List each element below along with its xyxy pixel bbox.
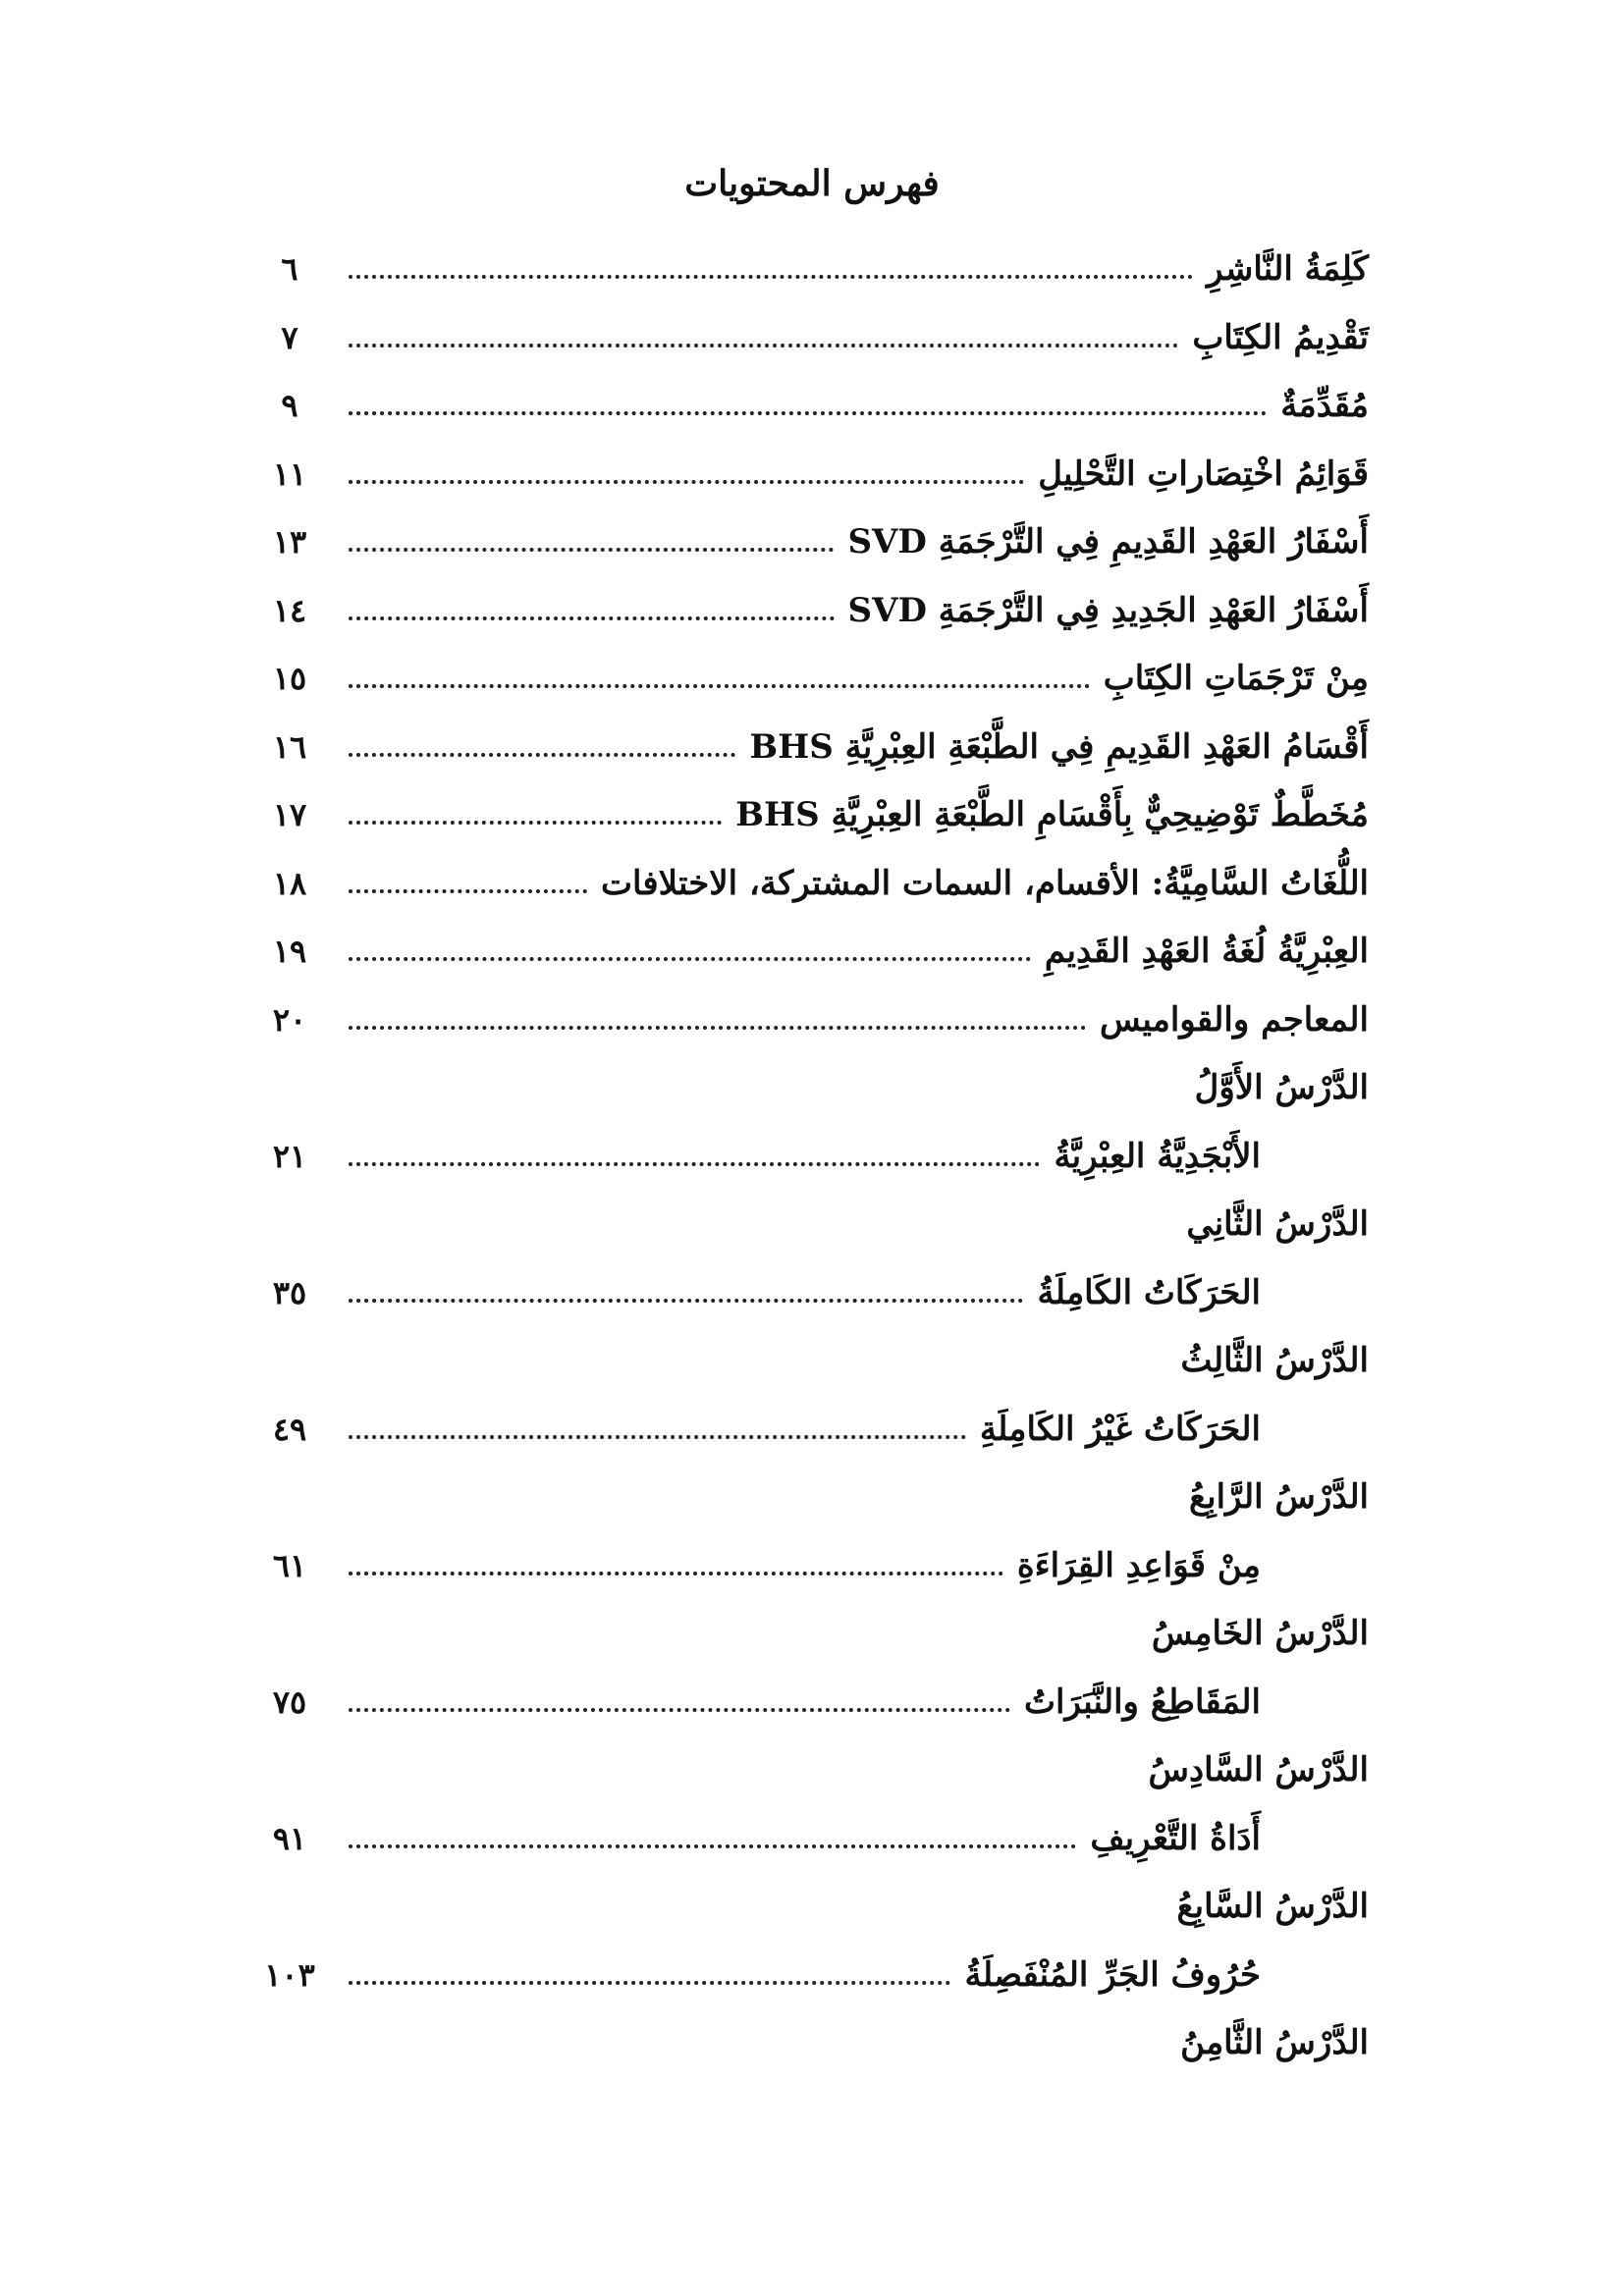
toc-page-number: ١٦ bbox=[272, 727, 307, 766]
toc-lesson-heading bbox=[0, 1604, 1624, 1663]
toc-entry-title: مُخَطَّطٌ تَوْضِيحِيٌّ بِأَقْسَامِ الطَّبْعَةِ العِبْرِيَّةِ BHS bbox=[735, 795, 1369, 834]
toc-entry-title: الدَّرْسُ الثَّانِي bbox=[1186, 1204, 1369, 1244]
toc-page-number: ١٣ bbox=[272, 523, 307, 561]
toc-entry-title: الدَّرْسُ الثَّالِثُ bbox=[1180, 1341, 1369, 1380]
toc-page-number: ٧٥ bbox=[272, 1682, 307, 1721]
toc-entry bbox=[0, 1536, 1624, 1595]
toc-page-number: ٦١ bbox=[272, 1546, 307, 1584]
toc-entry bbox=[0, 376, 1624, 435]
toc-entry-title: الدَّرْسُ الرَّابِعُ bbox=[1189, 1477, 1369, 1517]
toc-lesson-heading bbox=[0, 1331, 1624, 1390]
toc-entry-title: قَوَائِمُ اخْتِصَاراتِ التَّحْلِيلِ bbox=[1038, 454, 1369, 494]
toc-page-number: ١٠٣ bbox=[264, 1955, 315, 1994]
toc-page-number: ١١ bbox=[272, 454, 307, 493]
toc-entry-title: مِنْ قَوَاعِدِ القِرَاءَةِ bbox=[1016, 1545, 1261, 1585]
toc-dot-leader bbox=[349, 957, 1031, 961]
toc-entry-title: اللُّغَاتُ السَّامِيَّةُ: الأقسام، السمات المشتركة، الاختلافات bbox=[601, 863, 1369, 903]
toc-dot-leader bbox=[349, 753, 735, 757]
toc-entry bbox=[0, 990, 1624, 1049]
toc-page-number: ٢٠ bbox=[272, 1000, 307, 1039]
toc-entry bbox=[0, 649, 1624, 708]
toc-dot-leader bbox=[349, 1435, 966, 1439]
toc-entry-title: أَسْفَارُ العَهْدِ القَدِيمِ فِي التَّرْجَمَةِ SVD bbox=[847, 522, 1369, 561]
toc-dot-leader bbox=[349, 275, 1193, 279]
toc-dot-leader bbox=[349, 344, 1178, 347]
toc-entry-title: الدَّرْسُ الأَوَّلُ bbox=[1194, 1068, 1369, 1107]
toc-dot-leader bbox=[349, 1708, 1010, 1712]
page-title: فهرس المحتويات bbox=[684, 163, 940, 204]
toc-entry-title: مِنْ تَرْجَمَاتِ الكِتَابِ bbox=[1103, 659, 1369, 698]
toc-entry bbox=[0, 308, 1624, 367]
toc-lesson-heading bbox=[0, 1740, 1624, 1799]
toc-entry-title: المَقَاطِعُ والنَّبَرَاتُ bbox=[1024, 1682, 1261, 1722]
toc-entry-title: أَسْفَارُ العَهْدِ الجَدِيدِ فِي التَّرْجَمَةِ SVD bbox=[847, 590, 1369, 630]
toc-entry bbox=[0, 581, 1624, 640]
toc-page-number: ١٨ bbox=[272, 864, 307, 902]
toc-dot-leader bbox=[349, 889, 587, 893]
toc-lesson-heading bbox=[0, 2013, 1624, 2072]
toc-dot-leader bbox=[349, 1162, 1040, 1166]
toc-entry bbox=[0, 1400, 1624, 1459]
toc-dot-leader bbox=[349, 684, 1090, 688]
toc-dot-leader bbox=[349, 480, 1024, 484]
toc-dot-leader bbox=[349, 1981, 950, 1985]
toc-entry bbox=[0, 1127, 1624, 1186]
toc-entry bbox=[0, 240, 1624, 298]
toc-entry-title: الحَرَكَاتُ الكَامِلَةُ bbox=[1037, 1272, 1261, 1312]
toc-page-number: ٢١ bbox=[272, 1137, 307, 1175]
toc-dot-leader bbox=[349, 1844, 1076, 1848]
toc-dot-leader bbox=[349, 616, 835, 620]
toc-entry-title: أَقْسَامُ العَهْدِ القَدِيمِ فِي الطَّبْعَةِ العِبْرِيَّةِ BHS bbox=[749, 726, 1369, 767]
toc-dot-leader bbox=[349, 1299, 1023, 1303]
toc-entry bbox=[0, 1809, 1624, 1868]
toc-entry-title: المعاجم والقواميس bbox=[1100, 999, 1369, 1040]
toc-page-number: ٩ bbox=[281, 387, 298, 424]
toc-entry bbox=[0, 785, 1624, 844]
toc-entry-title: الحَرَكَاتُ غَيْرُ الكَامِلَةِ bbox=[979, 1409, 1261, 1449]
toc-lesson-heading bbox=[0, 1877, 1624, 1936]
toc-lesson-heading bbox=[0, 1058, 1624, 1117]
toc-dot-leader bbox=[349, 1572, 1003, 1575]
toc-entry bbox=[0, 922, 1624, 981]
toc-entry-title: حُرُوفُ الجَرِّ المُنْفَصِلَةُ bbox=[964, 1954, 1261, 1995]
toc-entry-title: الدَّرْسُ الثَّامِنُ bbox=[1180, 2023, 1369, 2062]
toc-entry-title: تَقْدِيمُ الكِتَابِ bbox=[1192, 317, 1369, 357]
toc-entry-title: الدَّرْسُ الخَامِسُ bbox=[1151, 1614, 1369, 1653]
toc-entry bbox=[0, 512, 1624, 571]
toc-entry-title: الدَّرْسُ السَّادِسُ bbox=[1148, 1750, 1369, 1789]
toc-page-number: ٦ bbox=[281, 250, 298, 288]
toc-dot-leader bbox=[349, 411, 1267, 415]
toc-entry-title: أَدَاةُ التَّعْرِيفِ bbox=[1090, 1818, 1261, 1858]
toc-dot-leader bbox=[349, 1026, 1086, 1030]
toc-page-number: ١٥ bbox=[272, 660, 307, 697]
toc-entry bbox=[0, 718, 1624, 776]
toc-dot-leader bbox=[349, 548, 834, 552]
toc-entry bbox=[0, 445, 1624, 504]
toc-page-number: ٧ bbox=[281, 318, 298, 356]
toc-entry-title: مُقَدِّمَةٌ bbox=[1280, 386, 1369, 425]
toc-entry-title: الدَّرْسُ السَّابِعُ bbox=[1176, 1887, 1369, 1926]
toc-entry bbox=[0, 1946, 1624, 2004]
toc-entry bbox=[0, 1673, 1624, 1732]
toc-entry-title: العِبْرِيَّةُ لُغَةُ العَهْدِ القَدِيمِ bbox=[1044, 932, 1369, 971]
toc-page-number: ١٩ bbox=[272, 933, 307, 970]
toc-entry bbox=[0, 854, 1624, 913]
toc-entry-title: الأَبْجَدِيَّةُ العِبْرِيَّةُ bbox=[1054, 1136, 1261, 1176]
toc-lesson-heading bbox=[0, 1195, 1624, 1254]
toc-page-number: ١٧ bbox=[272, 796, 307, 833]
toc-dot-leader bbox=[349, 821, 722, 825]
toc-page-number: ٤٩ bbox=[272, 1410, 307, 1448]
toc-page-number: ٩١ bbox=[272, 1819, 307, 1857]
toc-entry bbox=[0, 1263, 1624, 1322]
toc-page-number: ٣٥ bbox=[272, 1273, 307, 1311]
toc-page-number: ١٤ bbox=[272, 591, 307, 629]
toc-lesson-heading bbox=[0, 1468, 1624, 1526]
toc-entry-title: كَلِمَةُ النَّاشِرِ bbox=[1207, 249, 1369, 289]
